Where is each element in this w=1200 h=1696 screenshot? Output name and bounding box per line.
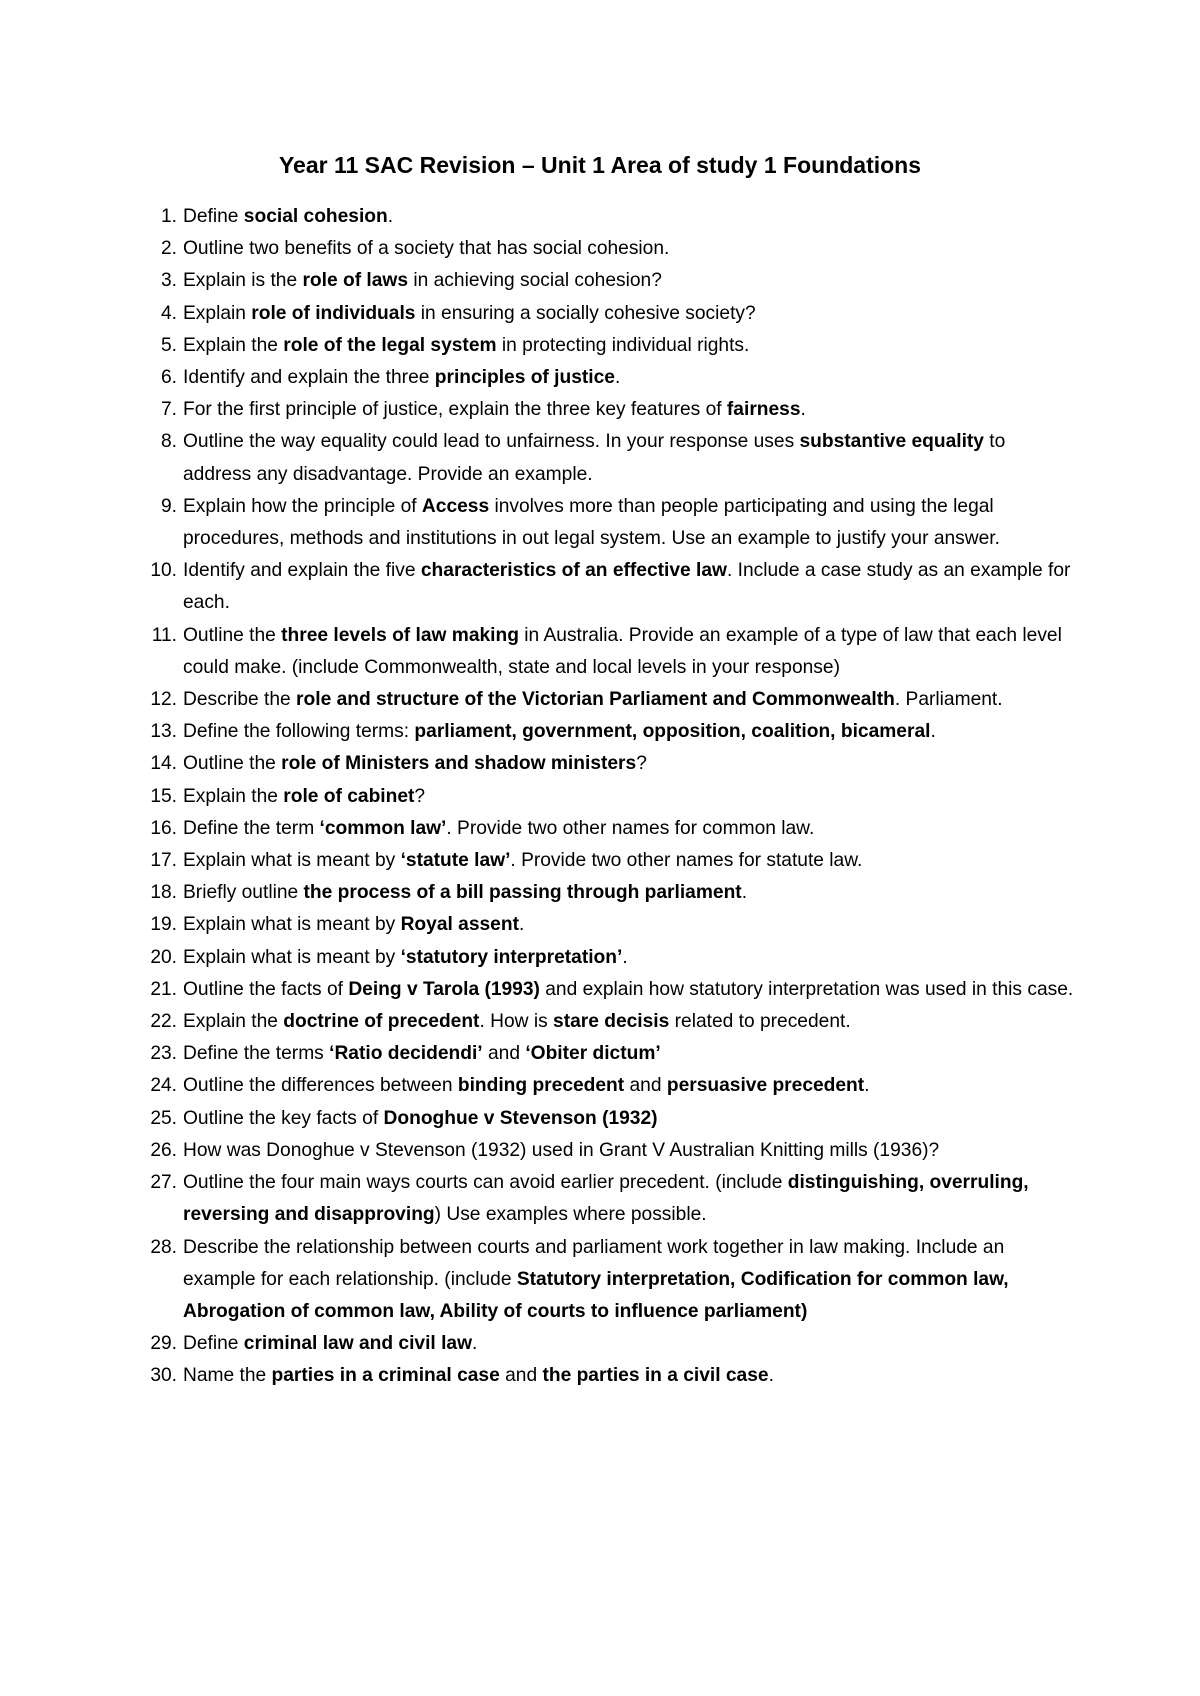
question-number: 5. [160,334,177,356]
question-text: Define the term [183,817,320,839]
question-item [145,877,1075,909]
question-list [145,201,1075,1393]
question-text: Outline the differences between [183,1075,458,1097]
question-number: 21. [150,978,177,1000]
question-key-term: role of individuals [251,302,416,324]
question-number: 9. [160,495,177,517]
question-number: 4. [160,302,177,324]
question-item [145,362,1075,394]
question-text: and [499,1365,543,1387]
question-text: Explain the [183,785,284,807]
question-text: ? [636,753,647,775]
question-key-term: characteristics of an effective law [420,560,727,582]
question-text: Outline two benefits of a society that has social cohesion. [183,238,670,260]
question-text: Outline the key facts of [183,1107,384,1129]
question-number: 16. [150,817,177,839]
question-number: 24. [150,1075,177,1097]
question-item [145,1232,1075,1329]
question-text: . [864,1075,870,1097]
question-item [145,1360,1075,1392]
question-item [145,781,1075,813]
question-key-term: ‘statute law’ [400,850,511,872]
question-text: Identify and explain the five [183,560,421,582]
question-item [145,1006,1075,1038]
question-key-term: principles of justice [434,367,615,389]
question-item [145,974,1075,1006]
question-item [145,909,1075,941]
question-text: related to precedent. [669,1011,851,1033]
question-item [145,684,1075,716]
question-item [145,813,1075,845]
question-item [145,555,1075,619]
question-text: . Parliament. [894,689,1003,711]
question-number: 29. [150,1333,177,1355]
question-text: Describe the relationship between courts and parliament work together in law making. Include an example for each relationship. (include [183,1236,1005,1290]
question-text: . [768,1365,774,1387]
question-text: . Provide two other names for common law. [446,817,815,839]
question-key-term: stare decisis [553,1011,670,1033]
question-key-term: role of the legal system [283,334,497,356]
question-item [145,716,1075,748]
question-text: to address any disadvantage. Provide an example. [183,431,1006,485]
question-text: For the first principle of justice, explain the three key features of [183,399,727,421]
question-text: Name the [183,1365,272,1387]
question-item [145,426,1075,490]
question-key-term: three levels of law making [281,624,519,646]
question-text: Outline the four main ways courts can avoid earlier precedent. (include [183,1172,788,1194]
question-number: 14. [150,753,177,775]
question-number: 18. [150,882,177,904]
question-text: . Include a case study as an example for each. [183,560,1071,614]
question-number: 2. [160,238,177,260]
question-text: . [930,721,936,743]
question-text: involves more than people participating and using the legal procedures, methods and institutions in out legal system. Use an example to justify your answer. [183,495,1000,550]
question-text: Explain is the [183,270,303,292]
question-key-term: criminal law and civil law [243,1333,473,1355]
question-number: 12. [150,689,177,711]
question-key-term: role and structure of the Victorian Parliament and Commonwealth [296,689,895,711]
question-key-term: parties in a criminal case [271,1365,500,1387]
question-text: Briefly outline [183,882,304,904]
question-text: Explain what is meant by [183,946,401,968]
question-number: 11. [151,624,177,646]
question-key-term: parliament, government, opposition, coalition, bicameral [414,721,931,743]
question-number: 13. [150,721,177,743]
question-text: . [518,914,525,936]
question-text: . How is [479,1011,554,1033]
question-item [145,1038,1075,1070]
question-text: Identify and explain the three [183,367,435,389]
question-item [145,298,1075,330]
question-text: . Provide two other names for statute law. [510,850,863,872]
question-text: . [741,882,748,904]
question-number: 17. [150,850,177,872]
question-item [145,330,1075,362]
question-key-term: distinguishing, overruling, reversing and disapproving [183,1172,1029,1226]
question-number: 7. [160,399,177,421]
question-text: . [387,206,394,227]
question-number: 28. [150,1236,177,1258]
question-item [145,845,1075,877]
question-key-term: Royal assent [400,914,519,936]
question-text: Outline the facts of [183,978,349,1000]
question-key-term: ‘statutory interpretation’ [400,946,623,968]
question-text: Explain the [183,334,284,356]
question-number: 10. [150,560,177,582]
question-key-term: role of Ministers and shadow ministers [281,753,637,775]
question-number: 1. [160,206,177,227]
question-key-term: ‘Ratio decidendi’ [329,1043,483,1065]
question-item [145,748,1075,780]
question-item [145,394,1075,426]
question-text: Define the terms [183,1043,330,1065]
question-key-term: substantive equality [799,431,984,453]
question-number: 19. [150,914,177,936]
question-key-term: fairness [726,399,801,421]
question-text: Explain [183,302,252,324]
question-item [145,620,1075,684]
question-number: 25. [150,1107,177,1129]
question-text: Define [183,1333,244,1355]
question-number: 3. [160,270,177,292]
question-number: 26. [150,1139,177,1161]
question-number: 22. [150,1011,177,1033]
question-number: 27. [150,1172,177,1194]
question-item [145,1167,1075,1231]
question-text: Explain what is meant by [183,850,401,872]
question-item [145,233,1075,265]
question-text: Define [183,206,244,227]
question-text: Explain what is meant by [183,914,401,936]
question-text: Explain how the principle of [183,495,422,517]
page-title: Year 11 SAC Revision – Unit 1 Area of study 1 Foundations [278,152,922,178]
question-key-term: Deing v Tarola (1993) [348,978,540,1000]
question-key-term: Donoghue v Stevenson (1932) [383,1107,658,1129]
question-text: in ensuring a socially cohesive society? [415,302,756,324]
question-text: ? [414,785,426,807]
question-item [145,201,1075,233]
question-key-term: role of laws [302,270,409,292]
question-text: in Australia. Provide an example of a type of law that each level could make. (include Commonwealth, state and local levels in your response) [183,624,1062,678]
question-text: Explain the [183,1011,284,1033]
question-text: in achieving social cohesion? [408,270,662,292]
question-key-term: doctrine of precedent [283,1011,480,1033]
question-item [145,1135,1075,1167]
question-item [145,491,1075,555]
question-item [145,1103,1075,1135]
question-item [145,942,1075,974]
question-text: and [624,1075,667,1097]
question-item [145,265,1075,297]
question-text: . [800,399,806,421]
question-key-term: Access [421,495,490,517]
question-text: Outline the way equality could lead to unfairness. In your response uses [183,431,800,453]
question-number: 20. [150,946,177,968]
question-key-term: the parties in a civil case [542,1365,769,1387]
question-text: in protecting individual rights. [496,334,750,356]
question-text: . [622,946,628,968]
question-key-term: the process of a bill passing through parliament [303,882,742,904]
question-number: 30. [150,1365,177,1387]
question-key-term: Statutory interpretation, Codification for common law, Abrogation of common law, Ability of courts to influence parliament) [183,1268,1009,1322]
question-text: ) Use examples where possible. [434,1204,707,1226]
question-number: 6. [160,367,177,389]
question-number: 8. [160,431,177,453]
question-text: Define the following terms: [183,721,415,743]
question-key-term: social cohesion [243,206,388,227]
question-key-term: binding precedent [457,1075,625,1097]
question-text: How was Donoghue v Stevenson (1932) used in Grant V Australian Knitting mills (1936)? [183,1139,940,1161]
question-text: and [482,1043,526,1065]
question-key-term: role of cabinet [283,785,415,807]
question-text: Describe the [183,689,297,711]
question-text: Outline the [183,624,282,646]
question-number: 23. [150,1043,177,1065]
question-item [145,1070,1075,1102]
question-number: 15. [150,785,177,807]
question-text: . [614,367,621,389]
question-item [145,1328,1075,1360]
question-key-term: ‘common law’ [319,817,447,839]
question-key-term: ‘Obiter dictum’ [525,1043,661,1065]
question-text: and explain how statutory interpretation was used in this case. [539,978,1074,1000]
question-text: Outline the [183,753,282,775]
question-key-term: persuasive precedent [666,1075,865,1097]
question-text: . [472,1333,478,1355]
